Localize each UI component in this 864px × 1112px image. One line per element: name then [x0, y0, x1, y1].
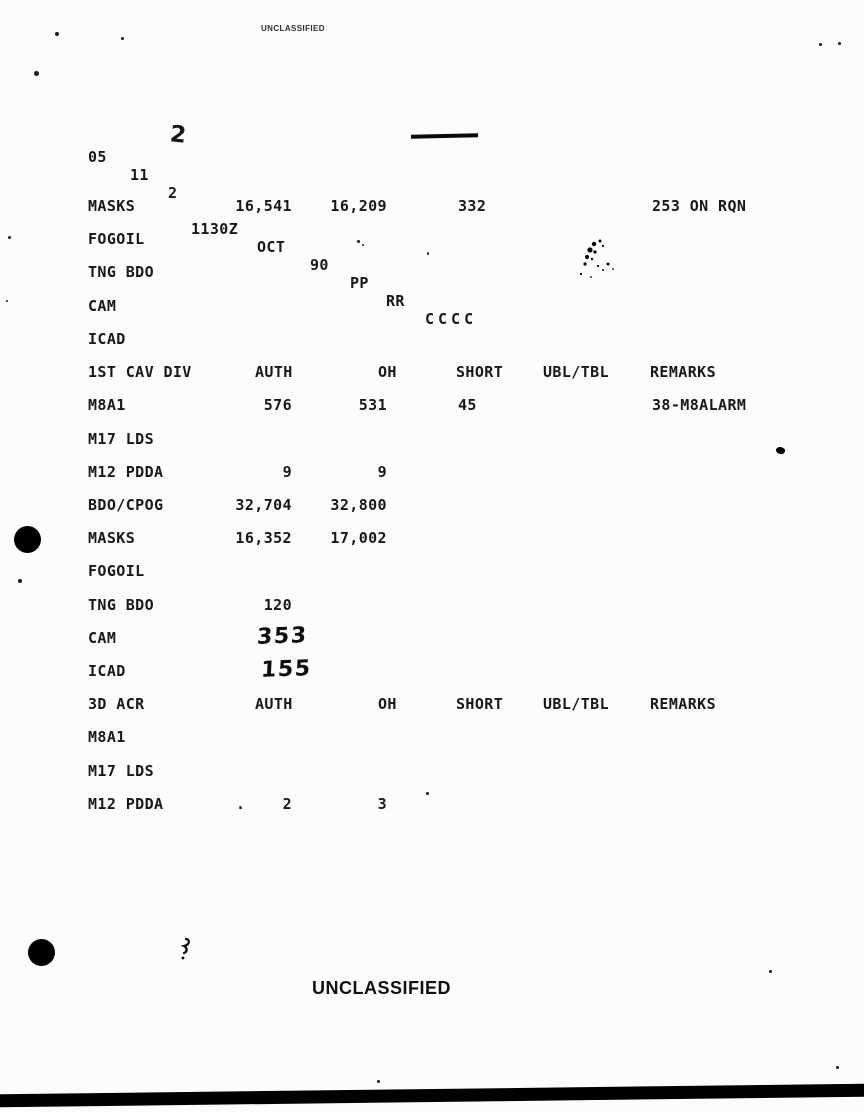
- section-title: 1ST CAV DIV: [88, 363, 192, 381]
- scan-artifact-dot: [426, 792, 429, 795]
- handwritten-auth-value: 155: [260, 656, 313, 683]
- handwritten-squiggle-mark: [177, 936, 195, 962]
- table-row: [0, 596, 864, 614]
- oh-value: 3: [377, 795, 387, 813]
- table-row: [0, 656, 864, 683]
- auth-value: 32,704: [235, 496, 292, 514]
- scan-artifact-dot: [121, 37, 124, 40]
- scan-artifact-dot: [377, 1080, 380, 1083]
- table-row: [0, 496, 864, 514]
- column-header-auth: AUTH: [255, 363, 293, 381]
- dtg-month: OCT: [257, 238, 286, 256]
- table-row: [0, 396, 864, 414]
- dtg-day-handwritten-overwrite: 2: [168, 121, 188, 149]
- auth-value: 2: [282, 795, 292, 813]
- auth-value: 9: [282, 463, 292, 481]
- scan-artifact-dot: [357, 240, 360, 243]
- item-label: MASKS: [88, 197, 136, 215]
- scan-artifact-dot: [836, 1066, 839, 1069]
- item-label: ICAD: [88, 662, 126, 680]
- scan-artifact-dot: [838, 42, 841, 45]
- auth-value: 16,541: [235, 197, 292, 215]
- item-label: M17 LDS: [88, 762, 155, 780]
- scan-artifact-dot: [362, 244, 364, 246]
- section-title: 3D ACR: [88, 695, 145, 713]
- column-header-auth: AUTH: [255, 695, 293, 713]
- section-header-row: [0, 363, 864, 381]
- short-value: 45: [458, 396, 477, 414]
- item-label: MASKS: [88, 529, 136, 547]
- table-row: [0, 562, 864, 580]
- scan-artifact-dot: [8, 236, 11, 239]
- column-header-short: SHORT: [456, 695, 504, 713]
- auth-value: 576: [263, 396, 292, 414]
- scan-edge-bar: [0, 1084, 864, 1108]
- dtg-field-1: 05: [88, 148, 107, 166]
- table-row: [0, 297, 864, 315]
- remarks-value: 253 ON RQN: [652, 197, 747, 215]
- strikeout-mark: [411, 133, 478, 138]
- table-row: [0, 529, 864, 547]
- oh-value: 32,800: [330, 496, 387, 514]
- auth-value: 120: [263, 596, 292, 614]
- short-value: 332: [458, 197, 487, 215]
- scan-artifact-dot: [18, 579, 22, 583]
- oh-value: 531: [358, 396, 387, 414]
- item-label: TNG BDO: [88, 596, 155, 614]
- scan-artifact-dot: [819, 43, 822, 46]
- dtg-field-2: 11: [130, 166, 149, 184]
- table-row: [0, 430, 864, 448]
- item-label: CAM: [88, 629, 117, 647]
- oh-value: 9: [377, 463, 387, 481]
- handwritten-auth-value: 353: [256, 623, 309, 650]
- hole-punch-mark: [28, 939, 55, 966]
- item-label: FOGOIL: [88, 562, 145, 580]
- table-row: [0, 230, 864, 248]
- struck-code-text: CCCC: [425, 310, 478, 328]
- dtg-day-typed: 2: [168, 184, 178, 202]
- item-label: FOGOIL: [88, 230, 145, 248]
- table-row: [0, 197, 864, 215]
- table-row: [0, 795, 864, 813]
- ink-splatter-artifact: [572, 236, 627, 284]
- column-header-short: SHORT: [456, 363, 504, 381]
- scan-artifact-dot: [34, 71, 39, 76]
- item-label: M8A1: [88, 396, 126, 414]
- section-header-row: [0, 695, 864, 713]
- dtg-time: 1130Z: [191, 220, 239, 238]
- table-row: [0, 330, 864, 348]
- item-label: BDO/CPOG: [88, 496, 164, 514]
- remarks-value: 38-M8ALARM: [652, 396, 747, 414]
- auth-value: 16,352: [235, 529, 292, 547]
- precedence-1: PP: [350, 274, 369, 292]
- oh-value: 17,002: [330, 529, 387, 547]
- item-label: TNG BDO: [88, 263, 155, 281]
- hole-punch-mark: [14, 526, 41, 553]
- scan-artifact-dot: [6, 300, 8, 302]
- item-label: M12 PDDA: [88, 795, 164, 813]
- column-header-oh: OH: [378, 695, 397, 713]
- table-row: [0, 463, 864, 481]
- scan-artifact-dot: [769, 970, 772, 973]
- column-header-remarks: REMARKS: [650, 695, 717, 713]
- scan-artifact-dot: [427, 252, 429, 255]
- precedence-2: RR: [386, 292, 405, 310]
- column-header-remarks: REMARKS: [650, 363, 717, 381]
- column-header-ubl-tbl: UBL/TBL: [543, 695, 610, 713]
- stray-period-mark: .: [236, 795, 246, 813]
- table-row: [0, 728, 864, 746]
- table-row: [0, 623, 864, 650]
- oh-value: 16,209: [330, 197, 387, 215]
- dtg-year: 90: [310, 256, 329, 274]
- scan-artifact-dot: [55, 32, 59, 36]
- classification-footer: UNCLASSIFIED: [312, 978, 452, 998]
- table-row: [0, 762, 864, 780]
- column-header-ubl-tbl: UBL/TBL: [543, 363, 610, 381]
- item-label: CAM: [88, 297, 117, 315]
- table-row: [0, 263, 864, 281]
- classification-header: UNCLASSIFIED: [261, 24, 325, 33]
- column-header-oh: OH: [378, 363, 397, 381]
- item-label: M12 PDDA: [88, 463, 164, 481]
- item-label: M8A1: [88, 728, 126, 746]
- item-label: ICAD: [88, 330, 126, 348]
- item-label: M17 LDS: [88, 430, 155, 448]
